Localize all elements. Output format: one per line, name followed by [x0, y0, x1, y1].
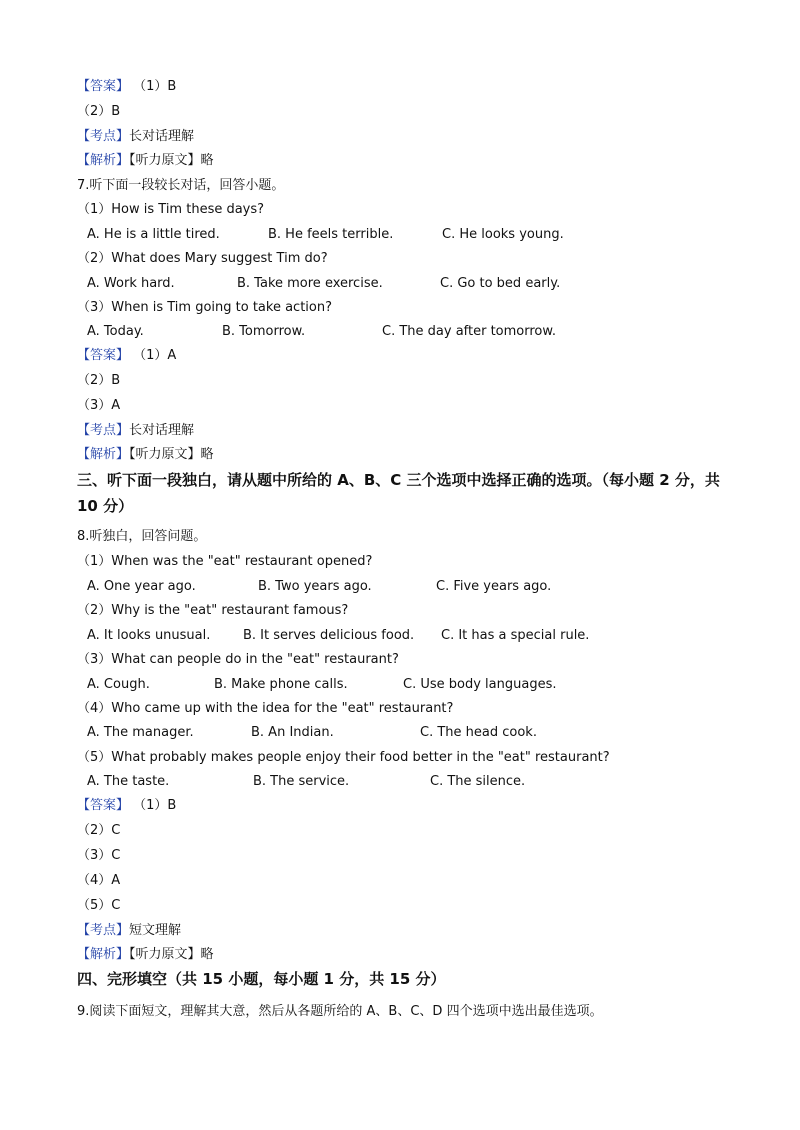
answer-value: （1）B — [133, 79, 177, 94]
option-a: A. Cough. — [87, 677, 150, 692]
option-c: C. Five years ago. — [436, 579, 552, 594]
option-c: C. It has a special rule. — [441, 628, 590, 643]
option-c: C. He looks young. — [442, 227, 564, 242]
answer-value: （1）B — [133, 798, 177, 813]
option-c: C. Go to bed early. — [440, 276, 561, 291]
point-value: 短文理解 — [129, 923, 182, 938]
answer-value: （4）A — [77, 873, 121, 888]
option-b: B. He feels terrible. — [268, 227, 394, 242]
answer-tag: 【答案】 — [77, 79, 130, 94]
answer-value: （3）A — [77, 398, 121, 413]
option-a: A. He is a little tired. — [87, 227, 220, 242]
point-line — [77, 128, 194, 146]
sub-question: （1）When was the "eat" restaurant opened? — [77, 554, 373, 569]
analysis-tag: 【解析】 — [77, 447, 130, 462]
point-value: 长对话理解 — [129, 129, 195, 144]
point-line — [77, 922, 181, 940]
option-a: A. It looks unusual. — [87, 628, 211, 643]
answer-value: （2）B — [77, 373, 121, 388]
analysis-tag: 【解析】 — [77, 153, 130, 168]
option-a: A. The manager. — [87, 725, 194, 740]
question-title: 8.听独白，回答问题。 — [77, 529, 207, 544]
analysis-line — [77, 946, 214, 964]
option-c: C. The head cook. — [420, 725, 537, 740]
section-heading: 三、听下面一段独白，请从题中所给的 A、B、C 三个选项中选择正确的选项。（每小题 2 分，共 10 分） — [77, 471, 720, 515]
answer-tag: 【答案】 — [77, 798, 130, 813]
analysis-value: 【听力原文】略 — [129, 447, 214, 462]
sub-question: （4）Who came up with the idea for the "eat" restaurant? — [77, 701, 454, 716]
option-a: A. Work hard. — [87, 276, 175, 291]
analysis-line — [77, 446, 214, 464]
option-b: B. Make phone calls. — [214, 677, 348, 692]
point-tag: 【考点】 — [77, 129, 130, 144]
sub-question: （2）Why is the "eat" restaurant famous? — [77, 603, 349, 618]
section-heading: 四、完形填空（共 15 小题，每小题 1 分，共 15 分） — [77, 970, 446, 988]
analysis-tag: 【解析】 — [77, 947, 130, 962]
analysis-line — [77, 152, 214, 170]
question-title: 7.听下面一段较长对话，回答小题。 — [77, 178, 285, 193]
answer-value: （2）B — [77, 104, 121, 119]
point-line — [77, 422, 194, 440]
option-b: B. Tomorrow. — [222, 324, 306, 339]
analysis-value: 【听力原文】略 — [129, 153, 214, 168]
answer-line — [77, 797, 176, 815]
sub-question: （3）When is Tim going to take action? — [77, 300, 332, 315]
answer-value: （5）C — [77, 898, 121, 913]
option-c: C. The day after tomorrow. — [382, 324, 556, 339]
answer-line — [77, 347, 176, 365]
point-tag: 【考点】 — [77, 423, 130, 438]
answer-tag: 【答案】 — [77, 348, 130, 363]
sub-question: （2）What does Mary suggest Tim do? — [77, 251, 328, 266]
sub-question: （1）How is Tim these days? — [77, 202, 265, 217]
option-c: C. The silence. — [430, 774, 526, 789]
point-value: 长对话理解 — [129, 423, 195, 438]
answer-line — [77, 78, 176, 96]
sub-question: （3）What can people do in the "eat" restaurant? — [77, 652, 399, 667]
option-b: B. It serves delicious food. — [243, 628, 415, 643]
option-b: B. Two years ago. — [258, 579, 372, 594]
question-title: 9.阅读下面短文，理解其大意，然后从各题所给的 A、B、C、D 四个选项中选出最佳选项。 — [77, 1004, 603, 1019]
answer-value: （1）A — [133, 348, 177, 363]
analysis-value: 【听力原文】略 — [129, 947, 214, 962]
option-c: C. Use body languages. — [403, 677, 557, 692]
option-a: A. The taste. — [87, 774, 170, 789]
point-tag: 【考点】 — [77, 923, 130, 938]
option-a: A. One year ago. — [87, 579, 196, 594]
option-b: B. The service. — [253, 774, 350, 789]
answer-value: （2）C — [77, 823, 121, 838]
option-b: B. An Indian. — [251, 725, 334, 740]
option-a: A. Today. — [87, 324, 144, 339]
answer-value: （3）C — [77, 848, 121, 863]
sub-question: （5）What probably makes people enjoy their food better in the "eat" restaurant? — [77, 750, 610, 765]
option-b: B. Take more exercise. — [237, 276, 383, 291]
